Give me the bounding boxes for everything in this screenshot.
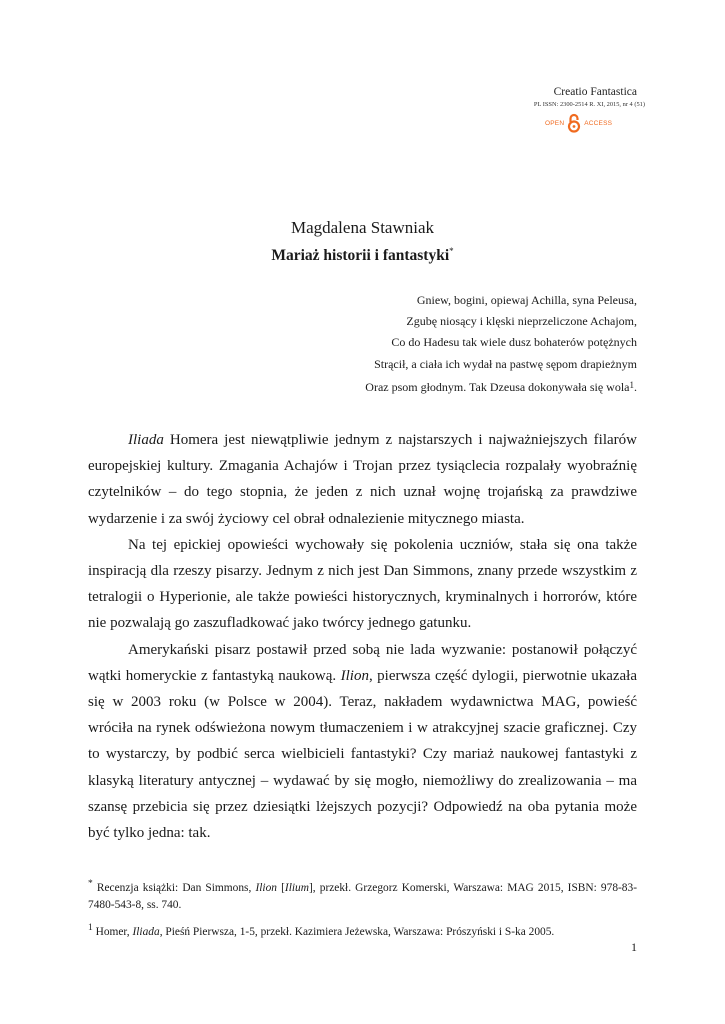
- footnote-italic: Iliada: [132, 925, 160, 938]
- footnote-mark: *: [88, 879, 93, 889]
- footnote-italic: Ilium: [284, 881, 309, 894]
- title-footnote-mark: *: [449, 246, 454, 256]
- paragraph-1: [88, 427, 637, 532]
- footnote-text: ], przekł. Grzegorz Komerski, Warszawa: MAG 2015, ISBN: 978-83-7480-543-8, ss. 740.: [88, 881, 637, 911]
- article-title-text: Mariaż historii i fantastyki: [271, 247, 450, 265]
- epigraph-line: Gniew, bogini, opiewaj Achilla, syna Peleusa,: [416, 293, 637, 307]
- paragraph-3-text-a: Amerykański pisarz postawił przed sobą nie lada wyzwanie: postanowił połączyć wątki homeryckie z fantastyką naukową.: [88, 641, 637, 684]
- epigraph-line-text: Oraz psom głodnym. Tak Dzeusa dokonywała się wola: [365, 379, 630, 394]
- journal-name: Creatio Fantastica: [553, 86, 637, 98]
- footnote-1: [88, 920, 637, 941]
- footnote-text: , Pieśń Pierwsza, 1-5, przekł. Kazimiera Jeżewska, Warszawa: Prószyński i S-ka 2005.: [159, 925, 555, 938]
- footnote-text: Homer,: [92, 925, 133, 938]
- paragraph-2-text: Na tej epickiej opowieści wychowały się pokolenia uczniów, stała się ona także inspiracją dla rzeszy pisarzy. Jednym z nich jest Dan Simmons, znany przede wszystkim z tetralogii o Hyperionie, ale także powieści historycznych, kryminalnych i horrorów, które nie pozwalają go zaszufladkować jako twórcy jednego gatunku.: [88, 536, 637, 632]
- footnote-mark: 1: [88, 923, 93, 933]
- epigraph: [365, 290, 637, 398]
- footnote-text: Recenzja książki: Dan Simmons,: [92, 881, 256, 894]
- epigraph-line: Co do Hadesu tak wiele dusz bohaterów potężnych: [391, 335, 637, 350]
- open-access-lock-icon: [567, 113, 581, 133]
- open-access-right-text: ACCESS: [584, 119, 613, 127]
- epigraph-line: Strącił, a ciała ich wydał na pastwę sępom drapieżnym: [374, 356, 637, 371]
- title-iliada: Iliada: [128, 432, 164, 448]
- epigraph-footnote-ref: 1: [629, 379, 634, 390]
- epigraph-line: Zgubę niosący i klęski nieprzeliczone Achajom,: [406, 314, 637, 329]
- epigraph-line-last: [365, 375, 637, 398]
- footnote-review: [88, 876, 637, 914]
- open-access-badge: [545, 112, 615, 134]
- page-number: 1: [631, 940, 637, 954]
- article-title: [0, 246, 725, 265]
- paragraph-1-text: Homera jest niewątpliwie jednym z najstarszych i najważniejszych filarów europejskiej kultury. Zmagania Achajów i Trojan przez tysiąclecia rozpalały wyobraźnię czytelników – do tego stopnia, że jeden z nich uznał wojnę trojańską za prawdziwe wydarzenie i za swój życiowy cel obrał odnalezienie mitycznego miasta.: [88, 432, 637, 527]
- article-body: [88, 427, 637, 846]
- paragraph-2: [88, 532, 637, 637]
- paragraph-3: [88, 637, 637, 847]
- paragraph-3-text-b: , pierwsza część dylogii, pierwotnie ukazała się w 2003 roku (w Polsce w 2004). Teraz, nakładem wydawnictwa MAG, powieść wróciła na rynek odświeżona nowym tłumaczeniem i w atrakcyjnej szacie graficznej. Czy to wystarczy, by podbić serca wielbicieli fantastyki? Czy mariaż naukowej fantastyki z klasyką literatury antycznej – wydawać by się mogło, niemożliwy do zrealizowania – ma szansę przebicia się przez dziesiątki lżejszych pozycji? Odpowiedź na oba pytania może być tylko jedna: tak.: [88, 667, 637, 842]
- title-ilion: Ilion: [340, 667, 369, 684]
- epigraph-end-punct: .: [634, 379, 637, 394]
- issn-line: PL ISSN: 2300-2514 R. XI, 2015, nr 4 (51): [533, 101, 645, 108]
- footnote-text: [: [276, 881, 285, 894]
- article-author: Magdalena Stawniak: [290, 218, 435, 237]
- footnote-italic: Ilion: [255, 881, 277, 894]
- open-access-left-text: OPEN: [545, 119, 565, 127]
